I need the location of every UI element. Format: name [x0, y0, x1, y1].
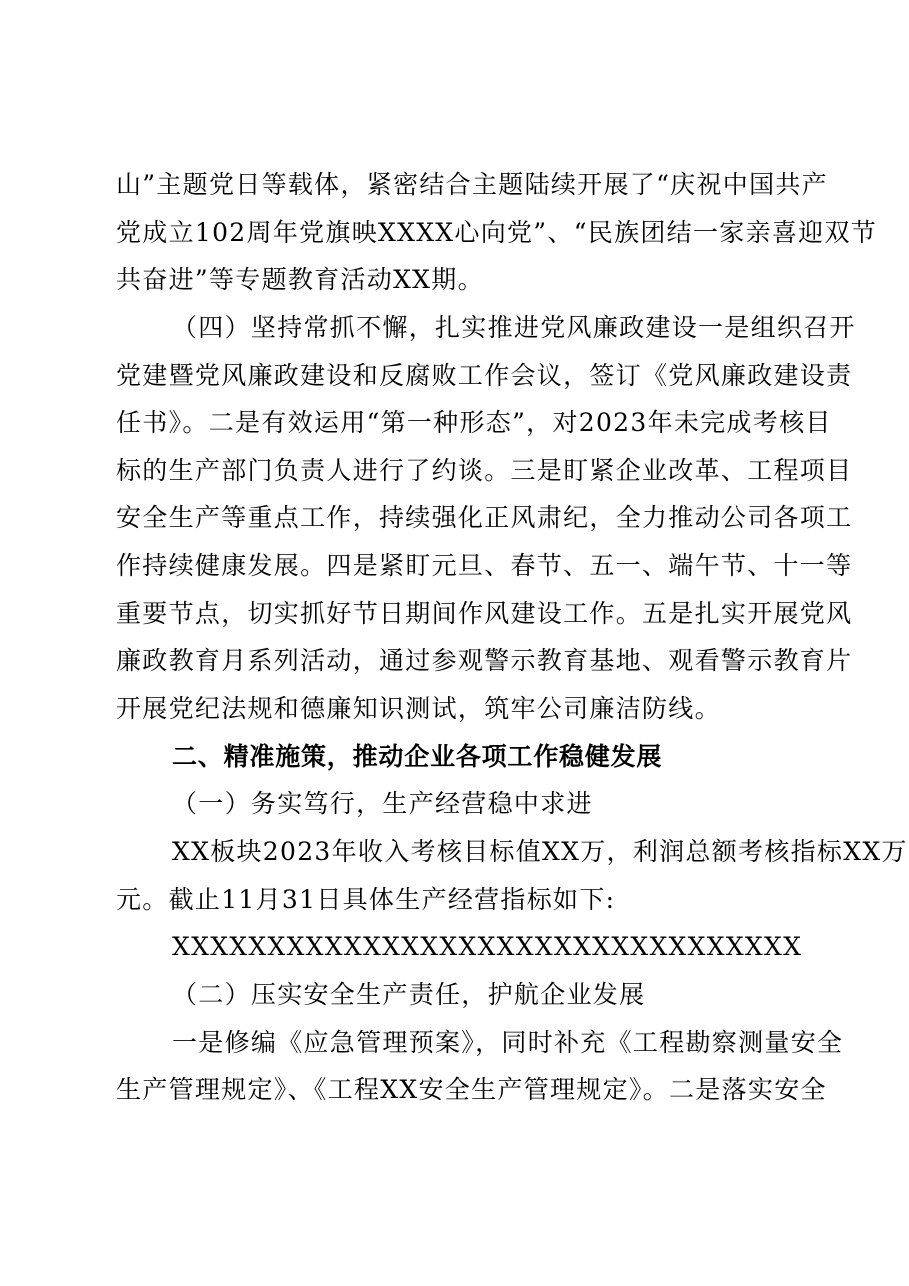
subsection-heading-2: （二）压实安全生产责任，护航企业发展 [172, 980, 646, 1009]
paragraph-line: 安全生产等重点工作，持续强化正风肃纪，全力推动公司各项工 [116, 503, 853, 532]
paragraph-line: XX板块2023年收入考核目标值XX万，利润总额考核指标XX万 [172, 837, 908, 866]
paragraph-line: 共奋进”等专题教育活动XX期。 [116, 265, 484, 294]
paragraph-line: 重要节点，切实抓好节日期间作风建设工作。五是扎实开展党风 [116, 599, 853, 628]
paragraph-line: 生产管理规定》、《工程XX安全生产管理规定》。二是落实安全 [116, 1075, 827, 1104]
paragraph-line: 作持续健康发展。四是紧盯元旦、春节、五一、端午节、十一等 [116, 551, 853, 580]
paragraph-line: 山”主题党日等载体，紧密结合主题陆续开展了“庆祝中国共产 [116, 170, 828, 199]
paragraph-line: 开展党纪法规和德廉知识测试，筑牢公司廉洁防线。 [116, 694, 721, 723]
paragraph-line: 元。截止11月31日具体生产经营指标如下: [116, 885, 616, 914]
paragraph-line: 党建暨党风廉政建设和反腐败工作会议，签订《党风廉政建设责 [116, 361, 853, 390]
paragraph-line: 任书》。二是有效运用“第一种形态”，对2023年未完成考核目 [116, 408, 832, 437]
section-heading-4: （四）坚持常抓不懈，扎实推进党风廉政建设一是组织召开 [172, 313, 856, 342]
paragraph-line: 标的生产部门负责人进行了约谈。三是盯紧企业改革、工程项目 [116, 456, 853, 485]
section-heading-2: 二、精准施策，推动企业各项工作稳健发展 [172, 742, 663, 771]
subsection-heading-1: （一）务实笃行，生产经营稳中求进 [172, 789, 593, 818]
paragraph-line: 廉政教育月系列活动，通过参观警示教育基地、观看警示教育片 [116, 646, 853, 675]
placeholder-metrics-line: XXXXXXXXXXXXXXXXXXXXXXXXXXXXXXXXX [172, 932, 803, 961]
paragraph-line: 党成立102周年党旗映XXXX心向党”、“民族团结一家亲喜迎双节 [116, 218, 878, 247]
paragraph-line: 一是修编《应急管理预案》，同时补充《工程勘察测量安全 [172, 1028, 844, 1057]
